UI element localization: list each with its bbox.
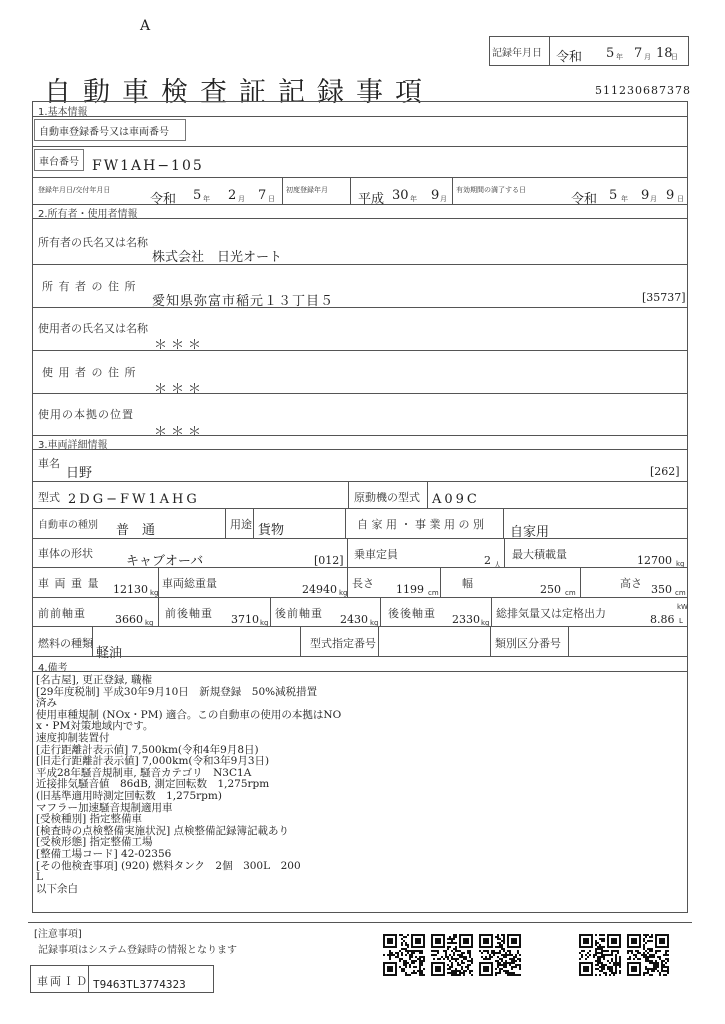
body-shape: キャブオーバ xyxy=(126,554,204,569)
front-rear-axle: 3710 xyxy=(231,613,259,626)
remark-line: マフラー加速騒音規制適用車 xyxy=(36,801,173,814)
remark-line: [その他検査事項] (920) 燃料タンク 2個 300L 200 xyxy=(36,859,301,872)
qr-code-5 xyxy=(627,934,669,976)
rear-front-axle-label: 後前軸重 xyxy=(275,607,323,620)
base-location-label: 使用の本拠の位置 xyxy=(38,408,134,421)
reg-number-label: 自動車登録番号又は車両番号 xyxy=(34,119,186,141)
body-label: 車体の形状 xyxy=(38,547,93,560)
base-location: ＊＊＊ xyxy=(154,425,206,440)
remark-line: (旧基準適用時測定回転数 1,275rpm) xyxy=(36,789,222,802)
use-label: 用途 xyxy=(230,518,252,531)
remark-line: 以下余白 xyxy=(36,882,78,895)
remarks-list xyxy=(36,675,366,895)
fuel-label: 燃料の種類 xyxy=(38,637,93,650)
capacity-label: 乗車定員 xyxy=(354,548,398,561)
vehicle-use: 貨物 xyxy=(258,523,285,538)
remark-line: 速度抑制装置付 xyxy=(36,731,110,744)
user-address-label: 使 用 者 の 住 所 xyxy=(42,366,137,379)
length-value: 1199 xyxy=(396,583,424,596)
maker-label: 車名 xyxy=(38,457,60,470)
length-label: 長さ xyxy=(352,577,374,590)
front-front-axle: 3660 xyxy=(115,613,143,626)
engine-model: A09C xyxy=(432,492,480,507)
expiry-label: 有効期間の満了する日 xyxy=(456,186,526,194)
section-owner-heading: 2.所有者・使用者情報 xyxy=(38,209,138,220)
remark-line: 使用車種規制 (NOx・PM) 適合。この自動車の使用の本拠はNO xyxy=(36,708,342,721)
remark-line: [旧走行距離計表示値] 7,000km(令和3年9月3日) xyxy=(36,755,270,768)
max-load-label: 最大積載量 xyxy=(512,548,567,561)
qr-code-3 xyxy=(479,934,521,976)
remark-line: [29年度税制] 平成30年9月10日 新規登録 50%減税措置 xyxy=(36,685,318,698)
remark-line: [走行距離計表示値] 7,500km(令和4年9月8日) xyxy=(36,743,259,756)
width-value: 250 xyxy=(540,583,561,596)
front-front-axle-label: 前前軸重 xyxy=(38,607,86,620)
max-load-value: 12700 xyxy=(637,554,672,567)
rear-front-axle: 2430 xyxy=(340,613,368,626)
remark-line: x・PM対策地域内です。 xyxy=(36,720,154,733)
displacement-label: 総排気量又は定格出力 xyxy=(496,607,606,620)
qr-code-4 xyxy=(579,934,621,976)
qr-code-1 xyxy=(383,934,425,976)
vehicle-weight: 12130 xyxy=(113,583,148,596)
owner-address-code: [35737] xyxy=(642,291,686,304)
user-name-label: 使用者の氏名又は名称 xyxy=(38,322,148,335)
chassis-label: 車台番号 xyxy=(34,149,84,171)
qr-code-graphic xyxy=(431,934,473,976)
model-label: 型式 xyxy=(38,491,60,504)
notes-label: [注意事項] xyxy=(34,929,82,940)
notes-text: 記録事項はシステム登録時の情報となります xyxy=(38,945,237,956)
engine-label: 原動機の型式 xyxy=(354,491,420,504)
user-address: ＊＊＊ xyxy=(154,382,206,397)
capacity-value: 2 xyxy=(484,554,491,567)
remark-line: [受検形態] 指定整備工場 xyxy=(36,836,153,849)
chassis-number: FW1AH−105 xyxy=(92,158,204,174)
fuel-type: 軽油 xyxy=(96,646,123,661)
remark-line: [整備工場コード] 42-02356 xyxy=(36,847,172,860)
remark-line: [検査時の点検整備実施状況] 点検整備記録簿記載あり xyxy=(36,824,290,837)
qr-code-graphic xyxy=(627,934,669,976)
type-designation-label: 型式指定番号 xyxy=(310,637,376,650)
kind-label: 自動車の種別 xyxy=(38,520,98,531)
user-name: ＊＊＊ xyxy=(154,338,206,353)
maker-code: [262] xyxy=(650,465,680,478)
rear-rear-axle: 2330 xyxy=(452,613,480,626)
class-number-label: 類別区分番号 xyxy=(495,637,561,650)
qr-code-2 xyxy=(431,934,473,976)
qr-code-graphic xyxy=(579,934,621,976)
vehicle-id: T9463TL3774323 xyxy=(93,978,186,991)
remark-line: [名古屋], 更正登録, 職権 xyxy=(36,674,153,686)
maker-name: 日野 xyxy=(66,466,93,481)
section-basic-heading: 1.基本情報 xyxy=(38,107,88,118)
height-label: 高さ xyxy=(620,577,642,590)
front-rear-axle-label: 前後軸重 xyxy=(165,607,213,620)
owner-name-label: 所有者の氏名又は名称 xyxy=(38,236,148,249)
rear-rear-axle-label: 後後軸重 xyxy=(388,607,436,620)
owner-address: 愛知県弥富市稲元１３丁目５ xyxy=(152,294,335,309)
document-number: 511230687378 xyxy=(595,84,691,97)
qr-code-graphic xyxy=(383,934,425,976)
qr-code-graphic xyxy=(479,934,521,976)
private-label: 自 家 用 ・ 事 業 用 の 別 xyxy=(357,518,484,531)
remark-line: 済み xyxy=(36,697,57,710)
remark-line: L xyxy=(36,871,43,884)
remark-line: 平成28年騒音規制車, 騒音カテゴリ N3C1A xyxy=(36,766,252,779)
vehicle-id-label: 車両ＩＤ xyxy=(37,975,89,988)
vehicle-kind: 普 通 xyxy=(116,523,156,538)
reg-date-label: 登録年月日/交付年月日 xyxy=(38,186,111,194)
displacement-value: 8.86 xyxy=(650,613,675,626)
gross-weight: 24940 xyxy=(302,583,337,596)
section-vehicle-heading: 3.車両詳細情報 xyxy=(38,440,108,451)
height-value: 350 xyxy=(651,583,672,596)
remark-line: [受検種別] 指定整備車 xyxy=(36,813,143,826)
form-mark: A xyxy=(140,18,151,34)
model-code: 2DG−FW1AHG xyxy=(68,492,200,507)
private-business: 自家用 xyxy=(510,525,550,540)
width-label: 幅 xyxy=(462,577,473,590)
body-code: [012] xyxy=(314,554,344,567)
owner-address-label: 所 有 者 の 住 所 xyxy=(42,280,137,293)
remark-line: 近接排気騒音値 86dB, 測定回転数 1,275rpm xyxy=(36,778,270,791)
owner-name: 株式会社 日光オート xyxy=(152,250,283,265)
vehicle-weight-label: 車 両 重 量 xyxy=(38,577,100,590)
section-remarks-heading: 4.備考 xyxy=(38,663,68,674)
record-date-label: 記録年月日 xyxy=(492,48,542,59)
page-title: 自動車検査証記録事項 xyxy=(44,77,434,108)
gross-weight-label: 車両総重量 xyxy=(162,577,217,590)
first-reg-label: 初度登録年月 xyxy=(286,186,328,194)
